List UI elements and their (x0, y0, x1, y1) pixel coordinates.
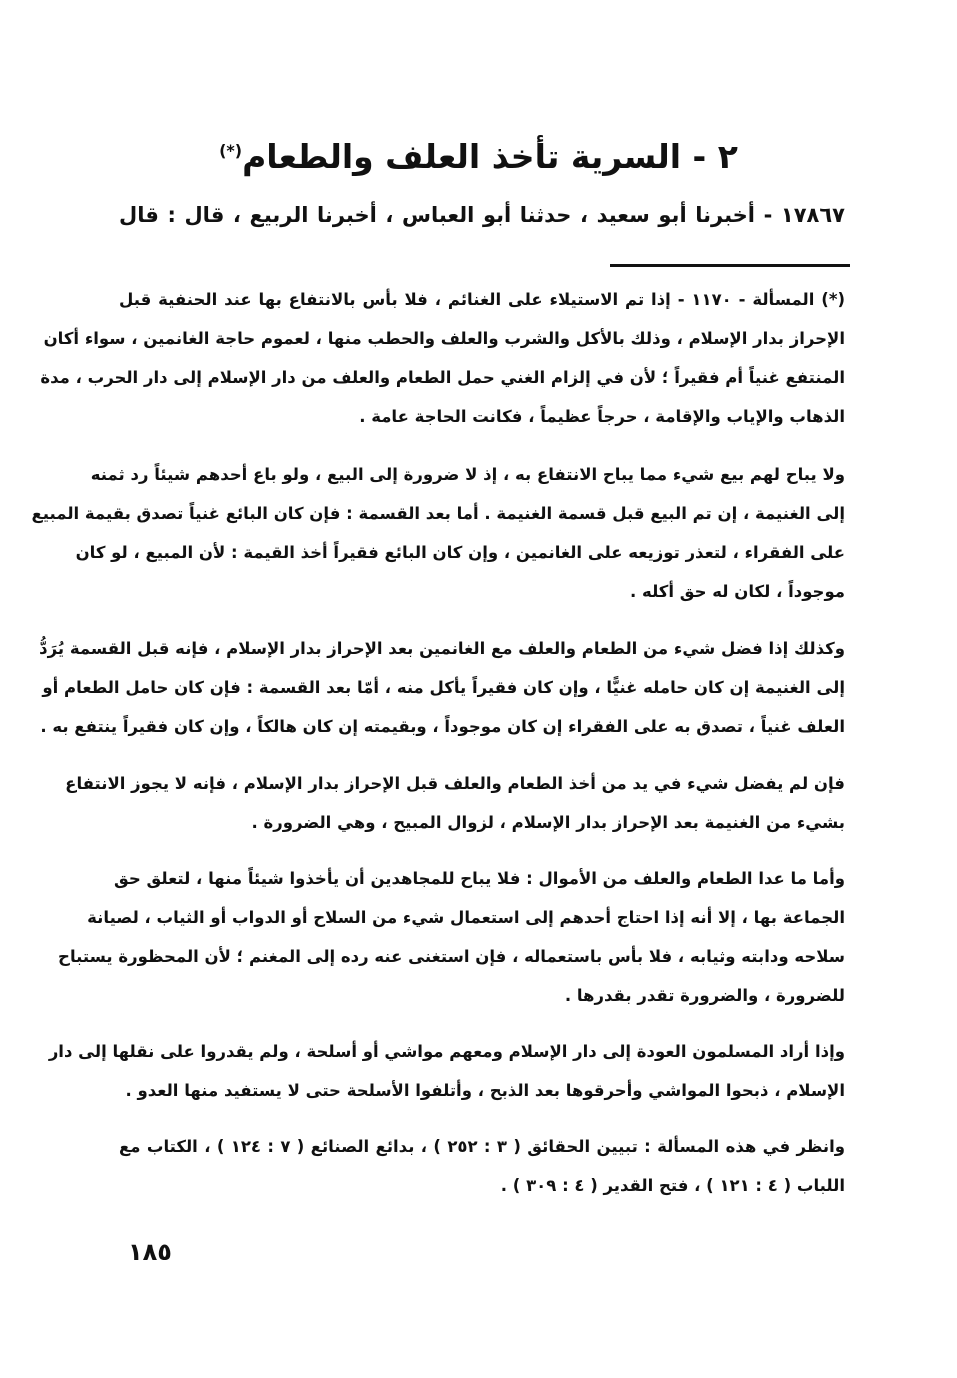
footnote-line: اللباب ( ٤ : ١٢١ ) ، فتح القدير ( ٤ : ٣٠٩ ) . (500, 1176, 845, 1195)
footnote-line: إلى الغنيمة ، إن تم البيع قبل قسمة الغنيمة . أما بعد القسمة : فإن كان البائع غنياً تصدق بقيمة المبيع (31, 504, 845, 523)
footnote-line: وإذا أراد المسلمون العودة إلى دار الإسلام ومعهم مواشي أو أسلحة ، ولم يقدروا على نقلها إلى دار (48, 1042, 845, 1061)
footnote-line: إلى الغنيمة إن كان حامله غنيًّا ، وإن كان فقيراً يأكل منه ، أمّا بعد القسمة : فإن كان حامل الطعام أو (42, 678, 845, 697)
footnote-line: فإن لم يفضل شيء في يد من أخذ الطعام والعلف قبل الإحراز بدار الإسلام ، فإنه لا يجوز الانتفاع (65, 774, 845, 793)
footnote-line: بشيء من الغنيمة بعد الإحراز بدار الإسلام ، لزوال المبيح ، وهي الضرورة . (251, 813, 845, 832)
chapter-title-text: ٢ - السرية تأخذ العلف والطعام (242, 137, 738, 176)
footnote-line: العلف غنياً ، تصدق به على الفقراء إن كان موجوداً ، وبقيمته إن كان هالكاً ، وإن كان فقيراً ينتفع به . (40, 717, 845, 736)
footnote-line: للضرورة ، والضرورة تقدر بقدرها . (564, 986, 845, 1005)
footnote-line: المنتفع غنياً أم فقيراً ؛ لأن في إلزام الغني حمل الطعام والعلف من دار الإسلام إلى دار الحرب ، مدة (40, 368, 845, 387)
hadith-line: ١٧٨٦٧ - أخبرنا أبو سعيد ، حدثنا أبو العباس ، أخبرنا الربيع ، قال : قال (119, 203, 845, 227)
footnote-line: (*) المسألة - ١١٧٠ - إذا تم الاستيلاء على الغنائم ، فلا بأس بالانتفاع بها عند الحنفية قبل (119, 290, 845, 309)
footnote-line: وانظر في هذه المسألة : تبيين الحقائق ( ٣ : ٢٥٢ ) ، بدائع الصنائع ( ٧ : ١٢٤ ) ، الكتاب مع (119, 1137, 845, 1156)
footnote-line: الإحراز بدار الإسلام ، وذلك بالأكل والشرب والعلف والحطب منها ، لعموم حاجة الغانمين ، سواء أكان (43, 329, 845, 348)
footnote-line: سلاحه ودابته وثيابه ، فلا بأس باستعماله ، فإن استغنى عنه رده إلى المغنم ؛ لأن المحظورة يستباح (58, 947, 845, 966)
footnote-line: الذهاب والإياب والإقامة ، حرجاً عظيماً ، فكانت الحاجة عامة . (359, 407, 845, 426)
footnote-line: ولا يباح لهم بيع شيء مما يباح الانتفاع به ، إذ لا ضرورة إلى البيع ، ولو باع أحدهم شيئاً رد ثمنه (90, 465, 845, 484)
chapter-title (0, 128, 957, 180)
footnote-line: موجوداً ، لكان له حق أكله . (630, 582, 845, 601)
footnote-line: الجماعة بها ، إلا أنه إذا احتاج أحدهم إلى استعمال شيء من السلاح أو الدواب أو الثياب ، لصيانة (87, 908, 845, 927)
footnote-line: وكذلك إذا فضل شيء من الطعام والعلف مع الغانمين بعد الإحراز بدار الإسلام ، فإنه قبل القسمة يُرَدُّ (39, 639, 845, 658)
page-number: ١٨٥ (128, 1238, 172, 1266)
footnote-marker: (*) (219, 141, 243, 160)
footnote-line: على الفقراء ، لتعذر توزيعه على الغانمين ، وإن كان البائع فقيراً أخذ القيمة : لأن المبيع ، لو كان (75, 543, 845, 562)
footnote-line: الإسلام ، ذبحوا المواشي وأحرقوها بعد الذبح ، وأتلفوا الأسلحة حتى لا يستفيد منها العدو . (125, 1081, 845, 1100)
footnote-separator (610, 264, 850, 267)
footnote-line: وأما ما عدا الطعام والعلف من الأموال : فلا يباح للمجاهدين أن يأخذوا شيئاً منها ، لتعلق حق (113, 869, 845, 888)
